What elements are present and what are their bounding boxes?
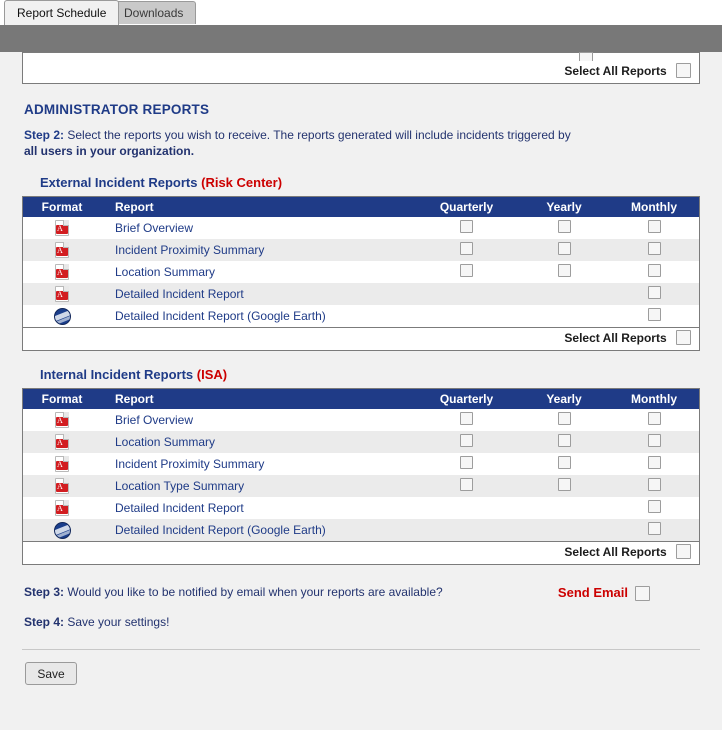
header-report: Report <box>101 197 414 217</box>
monthly-cell <box>609 453 699 475</box>
monthly-cell <box>609 475 699 497</box>
monthly-checkbox[interactable] <box>648 220 661 233</box>
quarterly-cell <box>414 497 519 519</box>
partial-checkbox-cutoff[interactable] <box>579 52 593 61</box>
internal-reports-table <box>22 388 700 565</box>
internal-incident-reports-title-main: Internal Incident Reports <box>40 367 194 382</box>
quarterly-cell <box>414 305 519 327</box>
external-reports-table <box>22 196 700 351</box>
format-cell <box>23 261 101 283</box>
format-cell <box>23 453 101 475</box>
report-link[interactable]: Brief Overview <box>115 221 194 235</box>
report-name-cell[interactable] <box>101 497 414 519</box>
table-row <box>23 453 699 475</box>
monthly-cell <box>609 217 699 239</box>
partial-row-cutoff <box>22 52 700 61</box>
monthly-cell <box>609 305 699 327</box>
header-yearly: Yearly <box>519 389 609 409</box>
step-4-row <box>24 615 698 629</box>
pdf-icon <box>55 500 69 516</box>
send-email-checkbox[interactable] <box>635 586 650 601</box>
pdf-icon <box>55 478 69 494</box>
header-yearly: Yearly <box>519 197 609 217</box>
header-quarterly: Quarterly <box>414 389 519 409</box>
format-cell <box>23 431 101 453</box>
pdf-icon <box>55 456 69 472</box>
report-link[interactable]: Detailed Incident Report (Google Earth) <box>115 309 326 323</box>
report-link[interactable]: Location Summary <box>115 435 216 449</box>
select-all-reports-internal-checkbox[interactable] <box>676 544 691 559</box>
report-link[interactable]: Detailed Incident Report <box>115 287 244 301</box>
format-cell <box>23 305 101 327</box>
internal-select-all-row <box>23 541 699 564</box>
format-cell <box>23 409 101 431</box>
quarterly-cell <box>414 475 519 497</box>
report-name-cell[interactable] <box>101 283 414 305</box>
monthly-checkbox[interactable] <box>648 286 661 299</box>
pdf-icon <box>55 434 69 450</box>
user-reports-select-all-row <box>22 61 700 84</box>
header-format: Format <box>23 197 101 217</box>
report-name-cell[interactable] <box>101 239 414 261</box>
google-earth-icon <box>54 522 71 539</box>
pdf-icon <box>55 412 69 428</box>
quarterly-cell <box>414 239 519 261</box>
quarterly-cell <box>414 431 519 453</box>
google-earth-icon <box>54 308 71 325</box>
yearly-checkbox[interactable] <box>558 434 571 447</box>
format-cell <box>23 217 101 239</box>
yearly-cell <box>519 475 609 497</box>
pdf-icon <box>55 242 69 258</box>
table-row <box>23 409 699 431</box>
table-row <box>23 305 699 327</box>
table-row <box>23 239 699 261</box>
yearly-cell <box>519 261 609 283</box>
yearly-checkbox[interactable] <box>558 242 571 255</box>
tab-downloads[interactable] <box>111 1 196 24</box>
select-all-reports-internal[interactable] <box>564 544 691 559</box>
toolbar-band <box>0 25 722 52</box>
table-row <box>23 431 699 453</box>
table-row <box>23 475 699 497</box>
monthly-checkbox[interactable] <box>648 242 661 255</box>
tab-strip <box>0 0 722 25</box>
external-incident-reports-title <box>40 175 722 190</box>
report-link[interactable]: Incident Proximity Summary <box>115 243 265 257</box>
monthly-cell <box>609 283 699 305</box>
select-all-reports-external-label: Select All Reports <box>564 331 667 345</box>
header-report: Report <box>101 389 414 409</box>
step-3-label: Step 3: <box>24 585 65 599</box>
external-incident-reports-title-main: External Incident Reports <box>40 175 198 190</box>
yearly-cell <box>519 497 609 519</box>
monthly-checkbox[interactable] <box>648 456 661 469</box>
quarterly-checkbox[interactable] <box>460 478 473 491</box>
table-header-row <box>23 389 699 409</box>
report-name-cell[interactable] <box>101 305 414 327</box>
yearly-cell <box>519 453 609 475</box>
yearly-cell <box>519 431 609 453</box>
pdf-icon <box>55 286 69 302</box>
quarterly-checkbox[interactable] <box>460 456 473 469</box>
select-all-reports-user-checkbox[interactable] <box>676 63 691 78</box>
monthly-cell <box>609 239 699 261</box>
table-row <box>23 497 699 519</box>
yearly-checkbox[interactable] <box>558 456 571 469</box>
quarterly-cell <box>414 217 519 239</box>
quarterly-checkbox[interactable] <box>460 412 473 425</box>
report-link[interactable]: Detailed Incident Report <box>115 501 244 515</box>
yearly-cell <box>519 217 609 239</box>
report-name-cell[interactable] <box>101 261 414 283</box>
monthly-checkbox[interactable] <box>648 412 661 425</box>
quarterly-cell <box>414 519 519 541</box>
quarterly-cell <box>414 261 519 283</box>
monthly-checkbox[interactable] <box>648 308 661 321</box>
select-all-reports-external-checkbox[interactable] <box>676 330 691 345</box>
monthly-cell <box>609 409 699 431</box>
table-row <box>23 217 699 239</box>
report-name-cell[interactable] <box>101 217 414 239</box>
header-monthly: Monthly <box>609 389 699 409</box>
yearly-checkbox[interactable] <box>558 412 571 425</box>
quarterly-cell <box>414 283 519 305</box>
step-2-bold-text: all users in your organization. <box>24 144 195 158</box>
yearly-cell <box>519 519 609 541</box>
quarterly-checkbox[interactable] <box>460 434 473 447</box>
header-monthly: Monthly <box>609 197 699 217</box>
yearly-cell <box>519 239 609 261</box>
header-format: Format <box>23 389 101 409</box>
quarterly-cell <box>414 409 519 431</box>
table-row <box>23 283 699 305</box>
monthly-cell <box>609 497 699 519</box>
step-3-row <box>24 585 698 603</box>
divider <box>22 649 700 650</box>
yearly-cell <box>519 409 609 431</box>
monthly-checkbox[interactable] <box>648 434 661 447</box>
quarterly-checkbox[interactable] <box>460 242 473 255</box>
report-link[interactable]: Detailed Incident Report (Google Earth) <box>115 523 326 537</box>
format-cell <box>23 239 101 261</box>
table-row <box>23 519 699 541</box>
report-name-cell[interactable] <box>101 431 414 453</box>
yearly-checkbox[interactable] <box>558 264 571 277</box>
page-content <box>0 52 722 730</box>
user-reports-table-partial <box>22 52 700 84</box>
monthly-checkbox[interactable] <box>648 264 661 277</box>
step-2-text: Select the reports you wish to receive. The reports generated will include incidents triggered by <box>64 128 571 142</box>
tab-downloads-label: Downloads <box>124 6 184 20</box>
select-all-reports-external[interactable] <box>564 330 691 345</box>
pdf-icon <box>55 264 69 280</box>
yearly-cell <box>519 283 609 305</box>
report-name-cell[interactable] <box>101 409 414 431</box>
select-all-reports-user[interactable] <box>564 63 691 78</box>
select-all-reports-internal-label: Select All Reports <box>564 545 667 559</box>
internal-incident-reports-title-suffix: (ISA) <box>196 367 228 382</box>
header-quarterly: Quarterly <box>414 197 519 217</box>
format-cell <box>23 519 101 541</box>
pdf-icon <box>55 220 69 236</box>
monthly-checkbox[interactable] <box>648 500 661 513</box>
save-button[interactable]: Save <box>25 662 77 685</box>
report-name-cell[interactable] <box>101 519 414 541</box>
yearly-checkbox[interactable] <box>558 220 571 233</box>
step-4-label: Step 4: <box>24 615 65 629</box>
table-row <box>23 261 699 283</box>
report-name-cell[interactable] <box>101 453 414 475</box>
format-cell <box>23 475 101 497</box>
select-all-reports-user-label: Select All Reports <box>564 64 667 78</box>
monthly-cell <box>609 431 699 453</box>
step-4-text: Save your settings! <box>64 615 170 629</box>
quarterly-checkbox[interactable] <box>460 264 473 277</box>
format-cell <box>23 283 101 305</box>
report-link[interactable]: Location Summary <box>115 265 216 279</box>
yearly-checkbox[interactable] <box>558 478 571 491</box>
administrator-reports-heading: ADMINISTRATOR REPORTS <box>24 102 210 117</box>
monthly-checkbox[interactable] <box>648 522 661 535</box>
quarterly-cell <box>414 453 519 475</box>
monthly-cell <box>609 519 699 541</box>
report-name-cell[interactable] <box>101 475 414 497</box>
yearly-cell <box>519 305 609 327</box>
monthly-checkbox[interactable] <box>648 478 661 491</box>
report-link[interactable]: Incident Proximity Summary <box>115 457 265 471</box>
tab-report-schedule-label: Report Schedule <box>17 6 107 20</box>
report-link[interactable]: Brief Overview <box>115 413 194 427</box>
step-2-label: Step 2: <box>24 128 65 142</box>
monthly-cell <box>609 261 699 283</box>
format-cell <box>23 497 101 519</box>
report-link[interactable]: Location Type Summary <box>115 479 245 493</box>
tab-report-schedule[interactable] <box>4 0 119 25</box>
send-email-label: Send Email <box>557 585 628 600</box>
quarterly-checkbox[interactable] <box>460 220 473 233</box>
step-2-instructions <box>24 127 698 159</box>
internal-incident-reports-title <box>40 367 722 382</box>
external-select-all-row <box>23 327 699 350</box>
external-incident-reports-title-suffix: (Risk Center) <box>201 175 283 190</box>
table-header-row <box>23 197 699 217</box>
step-3-text: Would you like to be notified by email when your reports are available? <box>64 585 443 599</box>
